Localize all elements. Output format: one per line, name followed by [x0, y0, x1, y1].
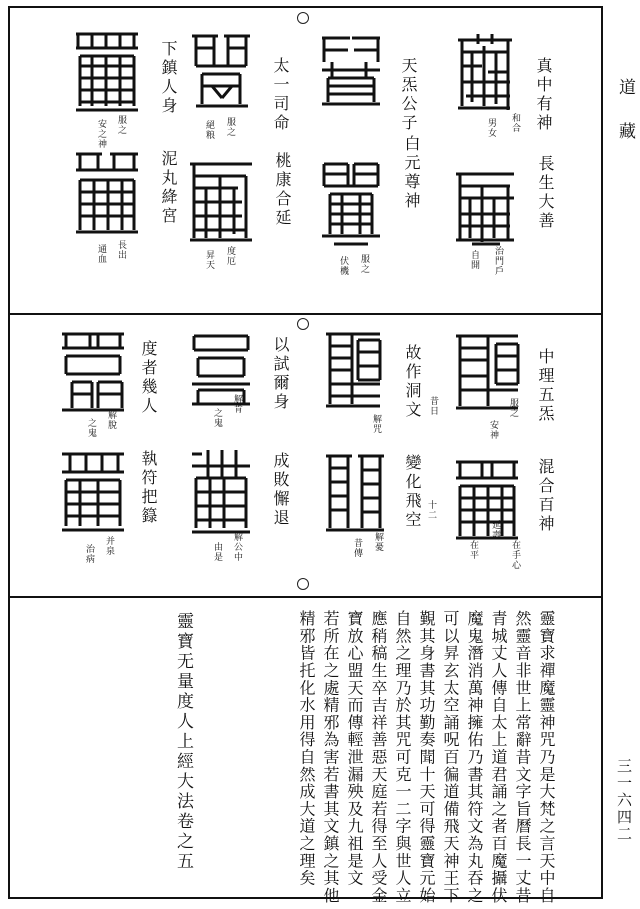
talisman-annotation: 和合 [510, 113, 520, 133]
talisman-caption: 長生大善 [536, 155, 555, 231]
talisman-glyph [58, 450, 128, 538]
talisman-glyph [188, 30, 254, 114]
page-number: 三一六四二 [615, 758, 633, 843]
talisman-caption: 泥丸絳宮 [159, 150, 178, 226]
talisman-annotation: 并泉 [104, 536, 114, 556]
talisman-annotation: 昔傳 [352, 538, 362, 558]
talisman-caption: 真中有神 [534, 57, 553, 133]
talisman-annotation: 昔日 [428, 396, 438, 416]
talisman-annotation: 十二 [426, 500, 436, 520]
talisman-glyph [58, 330, 128, 414]
talisman-glyph [318, 160, 384, 250]
talisman-glyph [452, 458, 522, 544]
talisman-caption: 下鎮人身 [159, 40, 178, 116]
talisman-annotation: 由是 [212, 542, 222, 562]
binding-hole [297, 12, 309, 24]
talisman-annotation: 度厄 [225, 246, 235, 266]
binding-hole [297, 318, 309, 330]
scripture-text-column: 自然之理乃於其咒可克一二字與世人立 [393, 610, 412, 905]
talisman-annotation: 解憂 [373, 532, 383, 552]
talisman-annotation: 在平 [468, 540, 478, 560]
talisman-glyph [322, 330, 384, 412]
talisman-caption: 度者幾人 [139, 340, 158, 416]
talisman-caption: 故作洞文 [403, 344, 422, 420]
talisman-annotation: 安之神 [96, 119, 106, 149]
talisman-annotation: 絕粮 [204, 120, 214, 140]
panel-divider-1 [8, 313, 603, 315]
talisman-glyph [72, 150, 142, 240]
scripture-text-column: 青城丈人傳自太上道君誦之者百魔攝伏 [489, 610, 508, 905]
talisman-glyph [318, 30, 384, 110]
talisman-caption: 以試爾身 [271, 336, 290, 412]
talisman-caption: 執符把籙 [139, 450, 158, 526]
talisman-annotation: 在手心 [510, 540, 520, 570]
talisman-annotation: 解脫 [106, 410, 116, 430]
scripture-text-column: 寶放心盟天而傳輕泄漏殃及九祖是文 [345, 610, 364, 887]
scripture-text-column: 然靈音非世上常辭昔文字旨曆長一丈昔 [513, 610, 532, 905]
talisman-annotation: 之鬼 [86, 418, 96, 438]
scripture-text-column: 魔鬼潛消萬神擁佑乃書其符文為丸吞之 [465, 610, 484, 905]
talisman-annotation: 服之 [116, 115, 126, 135]
talisman-annotation: 治門戶 [493, 246, 503, 276]
closing-title: 靈寶无量度人上經大法卷之五 [173, 612, 193, 872]
talisman-annotation: 解肯 [232, 394, 242, 414]
margin-heading: 道 [615, 78, 635, 97]
talisman-caption: 桃康合延 [273, 152, 292, 228]
talisman-annotation: 延壽 [490, 520, 500, 540]
talisman-annotation: 解公中 [232, 532, 242, 562]
talisman-annotation: 之鬼 [212, 408, 222, 428]
talisman-annotation: 服之 [508, 398, 518, 418]
talisman-annotation: 治病 [84, 544, 94, 564]
talisman-caption: 成敗懈退 [271, 452, 290, 528]
talisman-annotation: 服之 [359, 254, 369, 274]
talisman-caption: 太一司命 [271, 57, 290, 133]
talisman-glyph [452, 32, 518, 114]
talisman-caption: 變化飛空 [403, 454, 422, 530]
talisman-annotation: 伏機 [338, 256, 348, 276]
scripture-text-column: 若所在之處精邪為害若書其文鎮之其他 [321, 610, 340, 905]
scripture-text-column: 精邪皆托化水用得自然成大道之理矣 [297, 610, 316, 887]
talisman-glyph [188, 446, 254, 538]
talisman-glyph [188, 330, 254, 410]
talisman-glyph [186, 160, 256, 244]
talisman-annotation: 通血 [96, 244, 106, 264]
margin-subheading: 藏 [615, 122, 635, 141]
scripture-text-column: 覲其身書其功勤奏聞十天可得靈寶元始 [417, 610, 436, 905]
talisman-caption: 白元尊神 [402, 135, 421, 211]
talisman-caption: 混合百神 [536, 458, 555, 534]
talisman-glyph [452, 330, 522, 416]
talisman-annotation: 自開 [469, 250, 479, 270]
talisman-annotation: 長出 [116, 240, 126, 260]
talisman-annotation: 安神 [488, 420, 498, 440]
talisman-glyph [452, 168, 518, 248]
talisman-caption: 天炁公子 [399, 57, 418, 133]
talisman-annotation: 男女 [486, 118, 496, 138]
talisman-annotation: 服之 [225, 117, 235, 137]
scripture-text-column: 靈寶求禪魔靈神咒乃是大梵之言天中自 [537, 610, 556, 905]
talisman-glyph [322, 452, 388, 538]
talisman-glyph [72, 30, 142, 114]
binding-hole [297, 578, 309, 590]
talisman-annotation: 昇天 [204, 250, 214, 270]
scripture-text-column: 可以昇玄太空誦呪百徧道備飛天神王下 [441, 610, 460, 905]
panel-divider-2 [8, 596, 603, 598]
talisman-caption: 中理五炁 [536, 348, 555, 424]
scripture-text-column: 應稍稿生卒吉祥善惡天庭若得至人受金 [369, 610, 388, 905]
talisman-annotation: 解咒 [371, 414, 381, 434]
